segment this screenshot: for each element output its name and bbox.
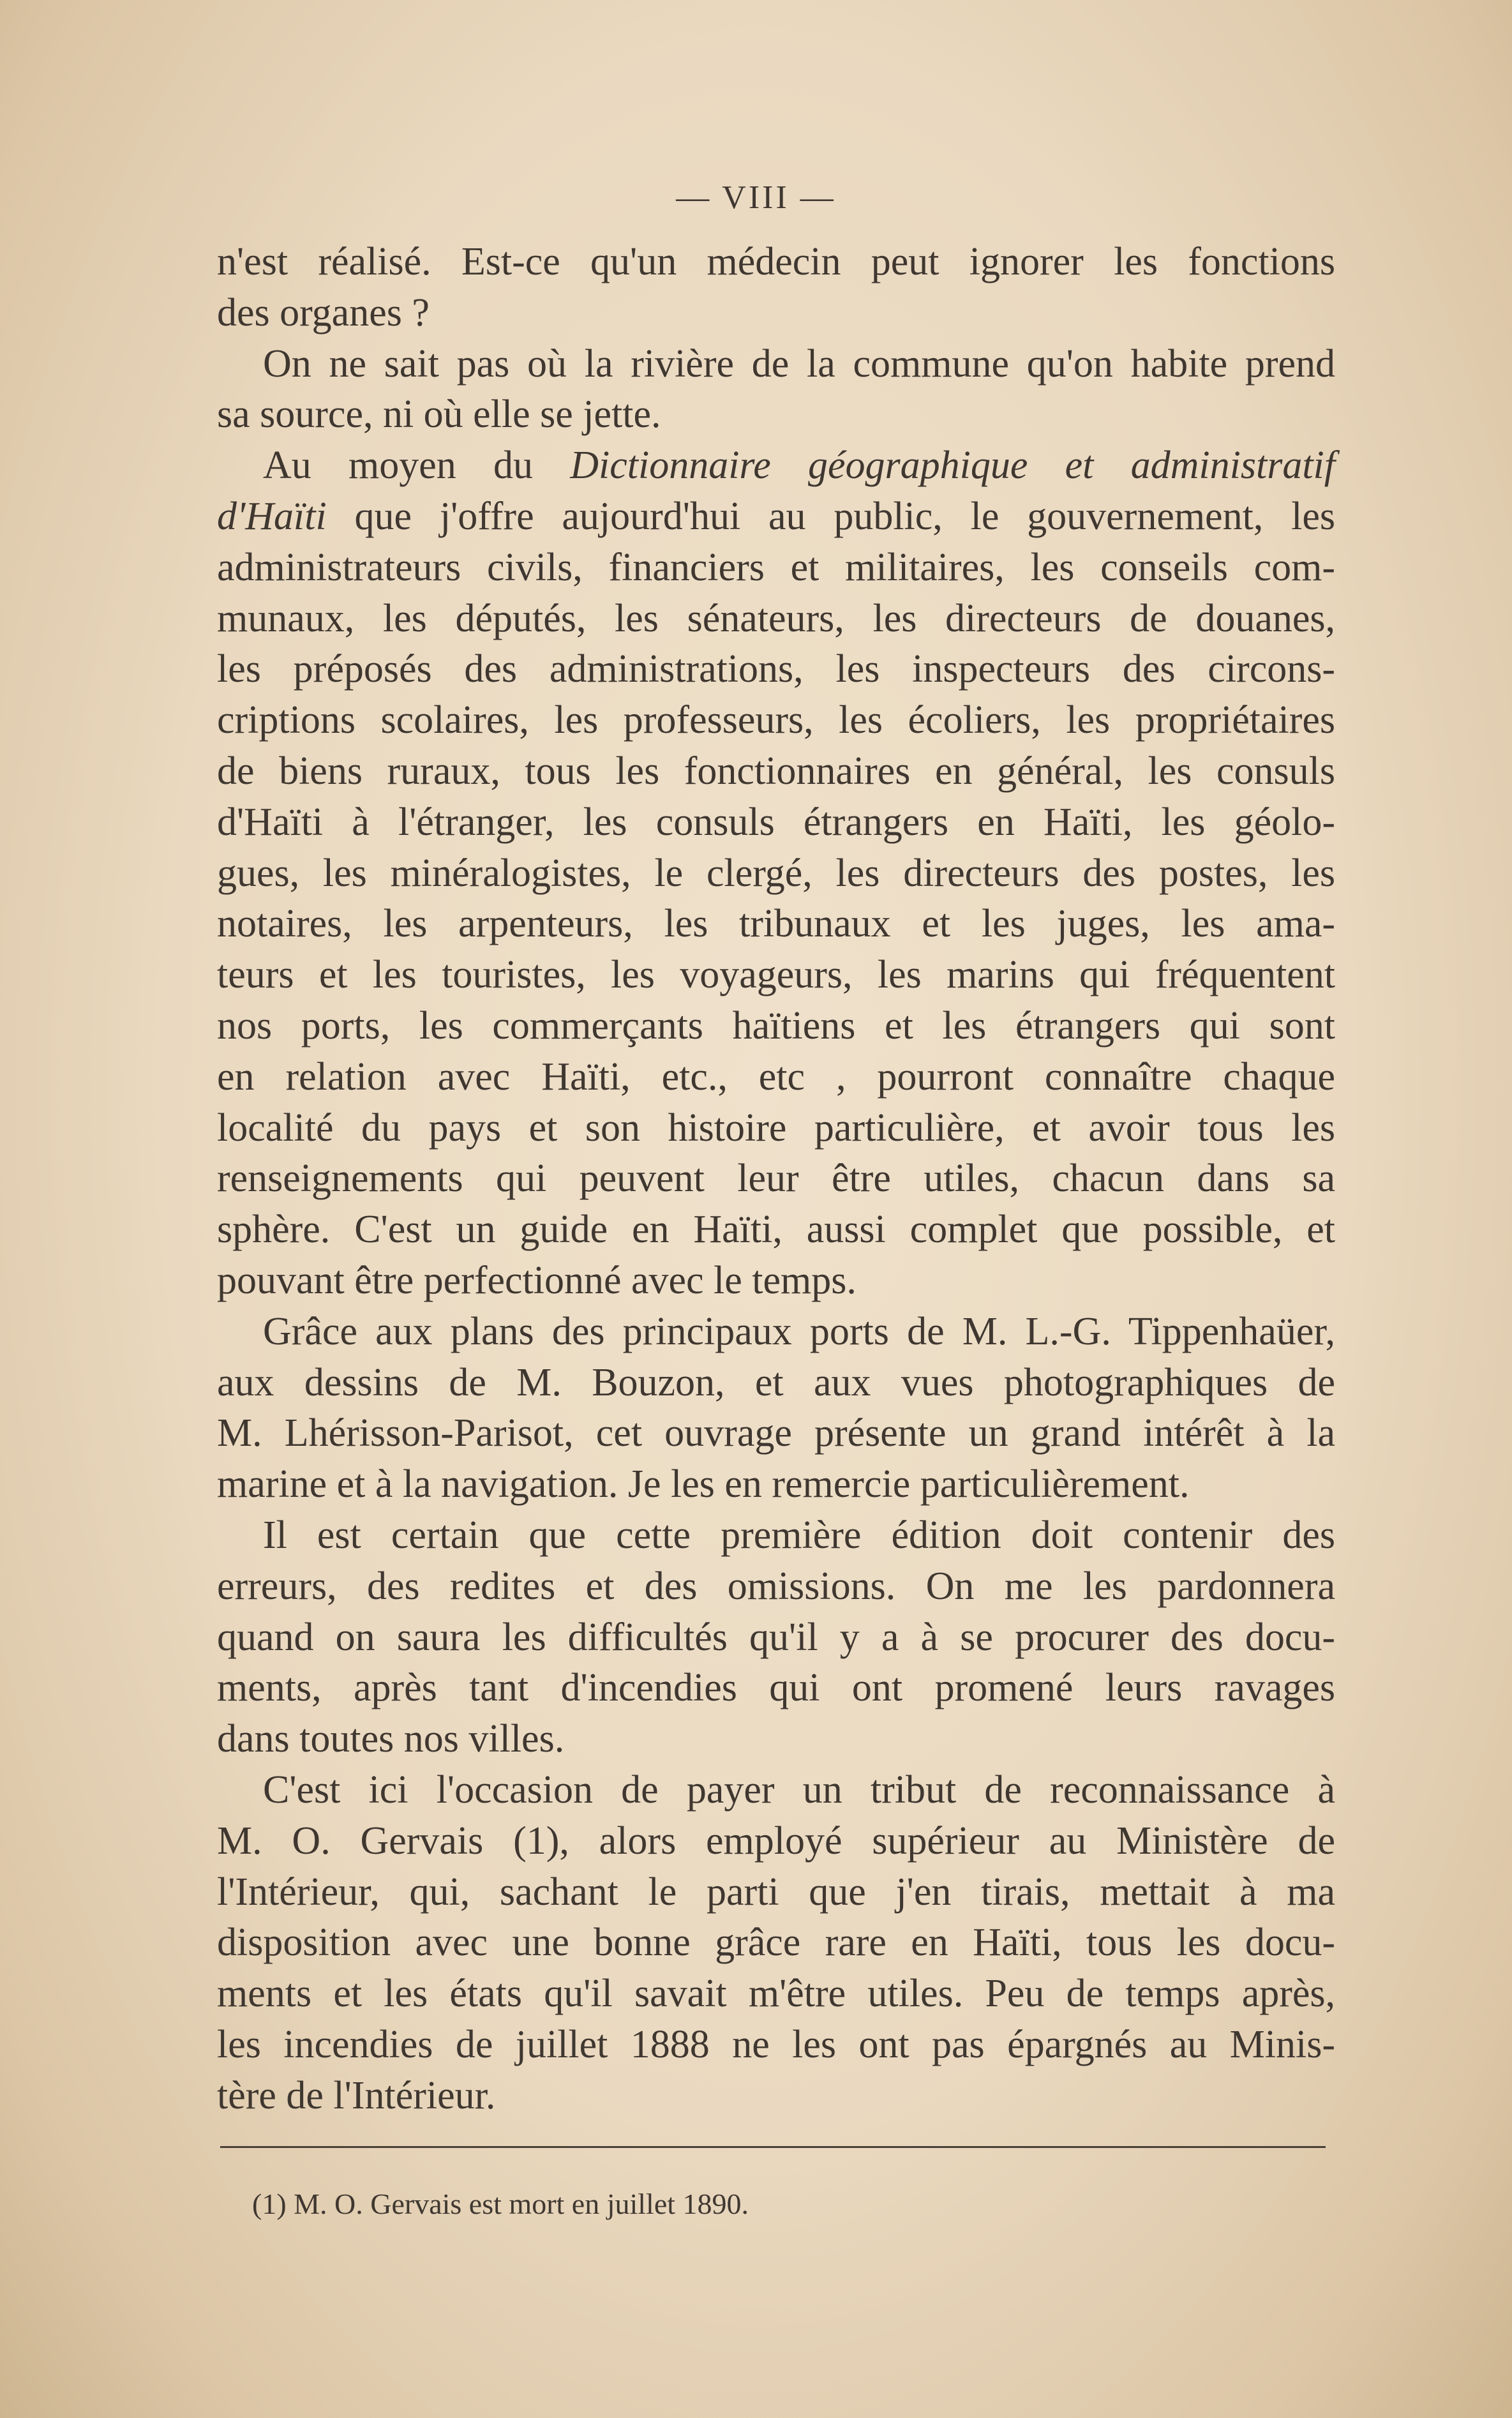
text-line: sphère. C'est un guide en Haïti, aussi complet que possible, et: [217, 1208, 1335, 1252]
text-line: des organes ?: [217, 290, 430, 334]
italic-title: Dictionnaire géographique et administratif: [570, 444, 1335, 488]
text-line: administrateurs civils, financiers et militaires, les conseils com-: [217, 545, 1335, 589]
text-segment: Au moyen du: [263, 444, 571, 488]
text-line: teurs et les touristes, les voyageurs, les marins qui fréquentent: [217, 953, 1335, 997]
page-number: — VIII —: [676, 179, 836, 216]
text-line: Grâce aux plans des principaux ports de M. L.-G. Tippenhaüer,: [263, 1309, 1335, 1353]
text-line: de biens ruraux, tous les fonctionnaires en général, les consuls: [217, 749, 1335, 793]
text-line: [217, 492, 1335, 543]
text-line: Il est certain que cette première édition doit contenir des: [263, 1513, 1335, 1557]
text-line: ments, après tant d'incendies qui ont promené leurs ravages: [217, 1666, 1335, 1710]
text-line: pouvant être perfectionné avec le temps.: [217, 1258, 857, 1302]
text-line: C'est ici l'occasion de payer un tribut de reconnaissance à: [263, 1768, 1335, 1812]
footnote-divider: [220, 2146, 1326, 2148]
text-line: d'Haïti à l'étranger, les consuls étrangers en Haïti, les géolo-: [217, 800, 1335, 844]
text-line: munaux, les députés, les sénateurs, les directeurs de douanes,: [217, 596, 1335, 640]
text-line: erreurs, des redites et des omissions. On me les pardonnera: [217, 1564, 1335, 1608]
text-line: les incendies de juillet 1888 ne les ont pas épargnés au Minis-: [217, 2022, 1335, 2066]
body-text: [217, 237, 1335, 2121]
text-line: dans toutes nos villes.: [217, 1717, 565, 1761]
text-line: sa source, ni où elle se jette.: [217, 393, 661, 437]
text-line: quand on saura les difficultés qu'il y a à se procurer des docu-: [217, 1615, 1335, 1659]
text-line: gues, les minéralogistes, le clergé, les directeurs des postes, les: [217, 851, 1335, 895]
text-line: en relation avec Haïti, etc., etc , pourront connaître chaque: [217, 1055, 1335, 1099]
footnote: (1) M. O. Gervais est mort en juillet 1890.: [252, 2188, 749, 2220]
text-line: [217, 440, 1335, 492]
text-line: M. Lhérisson-Parisot, cet ouvrage présente un grand intérêt à la: [217, 1411, 1335, 1455]
text-line: l'Intérieur, qui, sachant le parti que j'en tirais, mettait à ma: [217, 1870, 1335, 1914]
text-line: disposition avec une bonne grâce rare en Haïti, tous les docu-: [217, 1921, 1335, 1965]
text-line: renseignements qui peuvent leur être utiles, chacun dans sa: [217, 1157, 1335, 1201]
text-segment: que j'offre aujourd'hui au public, le gouvernement, les: [326, 494, 1335, 538]
text-line: n'est réalisé. Est-ce qu'un médecin peut ignorer les fonctions: [217, 240, 1335, 283]
text-line: marine et à la navigation. Je les en remercie particulièrement.: [217, 1462, 1190, 1506]
text-line: aux dessins de M. Bouzon, et aux vues photographiques de: [217, 1360, 1335, 1404]
text-line: criptions scolaires, les professeurs, les écoliers, les propriétaires: [217, 698, 1335, 742]
italic-title: d'Haïti: [217, 494, 327, 538]
text-line: tère de l'Intérieur.: [217, 2073, 496, 2117]
text-line: les préposés des administrations, les inspecteurs des circons-: [217, 647, 1335, 691]
text-line: M. O. Gervais (1), alors employé supérieur au Ministère de: [217, 1819, 1335, 1863]
text-line: On ne sait pas où la rivière de la commune qu'on habite prend: [263, 342, 1335, 386]
text-line: nos ports, les commerçants haïtiens et les étrangers qui sont: [217, 1003, 1335, 1048]
text-line: ments et les états qu'il savait m'être utiles. Peu de temps après,: [217, 1972, 1335, 2016]
text-line: localité du pays et son histoire particulière, et avoir tous les: [217, 1106, 1335, 1150]
text-line: notaires, les arpenteurs, les tribunaux et les juges, les ama-: [217, 902, 1335, 946]
